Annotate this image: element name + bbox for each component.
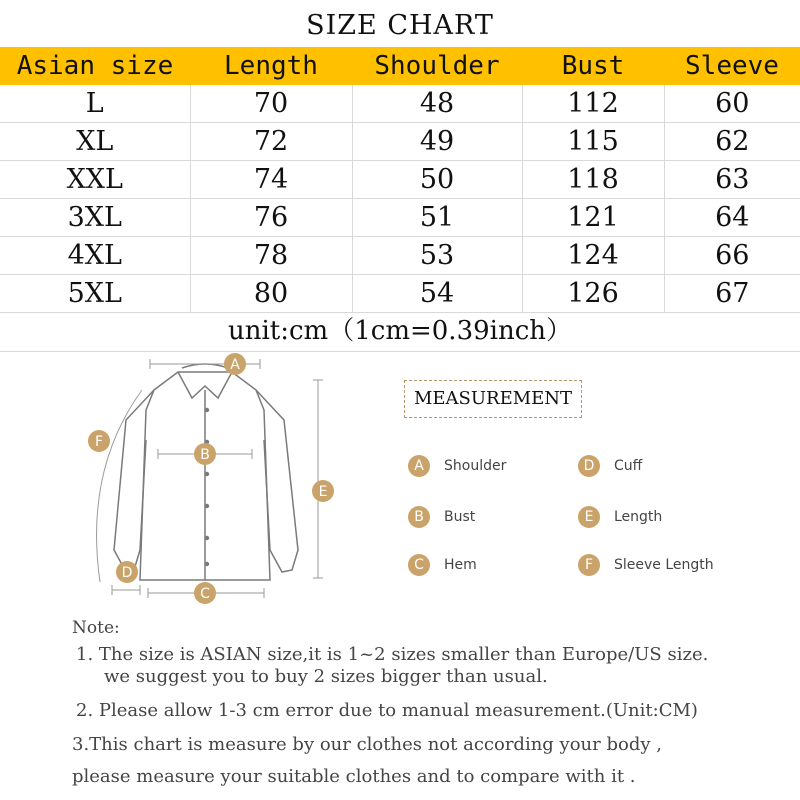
legend-label: Bust — [444, 509, 476, 525]
cell: 3XL — [0, 199, 190, 237]
legend-item-hem — [408, 554, 477, 576]
table-row — [0, 237, 800, 275]
cell: 76 — [190, 199, 352, 237]
header-sleeve: Sleeve — [664, 47, 800, 85]
header-bust: Bust — [522, 47, 664, 85]
legend-item-length — [578, 506, 662, 528]
table-row — [0, 123, 800, 161]
marker-icon: F — [578, 554, 600, 576]
chart-title: SIZE CHART — [306, 10, 494, 41]
svg-text:D: D — [121, 565, 133, 581]
svg-text:C: C — [200, 586, 210, 602]
legend-item-shoulder — [408, 455, 506, 477]
table-row — [0, 161, 800, 199]
cell: 70 — [190, 85, 352, 123]
cell: 48 — [352, 85, 522, 123]
cell: 115 — [522, 123, 664, 161]
table-row — [0, 85, 800, 123]
cell: 66 — [664, 237, 800, 275]
marker-f — [88, 430, 110, 452]
legend-label: Hem — [444, 557, 477, 573]
cell: 50 — [352, 161, 522, 199]
cell: 53 — [352, 237, 522, 275]
cell: 80 — [190, 275, 352, 313]
marker-icon: B — [408, 506, 430, 528]
shirt-diagram — [70, 350, 370, 610]
cell: 121 — [522, 199, 664, 237]
cell: 4XL — [0, 237, 190, 275]
marker-icon: A — [408, 455, 430, 477]
marker-c — [194, 582, 216, 604]
note-line-1: 1. The size is ASIAN size,it is 1~2 sizes smaller than Europe/US size. — [76, 644, 709, 665]
legend-item-sleeve-length — [578, 554, 714, 576]
measurement-title: MEASUREMENT — [404, 380, 582, 418]
notes-heading: Note: — [72, 618, 120, 638]
cell: 118 — [522, 161, 664, 199]
header-shoulder: Shoulder — [352, 47, 522, 85]
cell: XXL — [0, 161, 190, 199]
table-row — [0, 275, 800, 313]
table-header-row — [0, 47, 800, 85]
legend-item-bust — [408, 506, 475, 528]
svg-text:B: B — [200, 447, 210, 463]
cell: 112 — [522, 85, 664, 123]
unit-note: unit:cm（1cm=0.39inch） — [0, 311, 800, 352]
note-line-2: 2. Please allow 1-3 cm error due to manual measurement.(Unit:CM) — [76, 700, 698, 721]
cell: 74 — [190, 161, 352, 199]
marker-b — [194, 443, 216, 465]
svg-text:E: E — [318, 484, 328, 500]
marker-d — [116, 561, 138, 583]
cell: 64 — [664, 199, 800, 237]
legend-label: Length — [614, 509, 663, 525]
svg-text:F: F — [94, 434, 104, 450]
svg-text:A: A — [230, 357, 240, 373]
cell: 49 — [352, 123, 522, 161]
cell: 67 — [664, 275, 800, 313]
marker-icon: D — [578, 455, 600, 477]
cell: 63 — [664, 161, 800, 199]
legend-label: Shoulder — [444, 458, 507, 474]
cell: 72 — [190, 123, 352, 161]
cell: L — [0, 85, 190, 123]
header-asian-size: Asian size — [0, 47, 190, 85]
legend-label: Sleeve Length — [614, 557, 714, 573]
marker-e — [312, 480, 334, 502]
cell: 60 — [664, 85, 800, 123]
cell: XL — [0, 123, 190, 161]
table-row — [0, 199, 800, 237]
size-table — [0, 47, 800, 313]
cell: 62 — [664, 123, 800, 161]
note-line-1b: we suggest you to buy 2 sizes bigger than usual. — [104, 666, 548, 687]
marker-a — [224, 353, 246, 375]
cell: 51 — [352, 199, 522, 237]
cell: 54 — [352, 275, 522, 313]
marker-icon: C — [408, 554, 430, 576]
note-line-3: 3.This chart is measure by our clothes not according your body , — [72, 734, 662, 755]
note-line-4: please measure your suitable clothes and to compare with it . — [72, 766, 636, 787]
legend-label: Cuff — [614, 458, 643, 474]
cell: 78 — [190, 237, 352, 275]
cell: 5XL — [0, 275, 190, 313]
header-length: Length — [190, 47, 352, 85]
legend-item-cuff — [578, 455, 642, 477]
cell: 126 — [522, 275, 664, 313]
cell: 124 — [522, 237, 664, 275]
marker-icon: E — [578, 506, 600, 528]
